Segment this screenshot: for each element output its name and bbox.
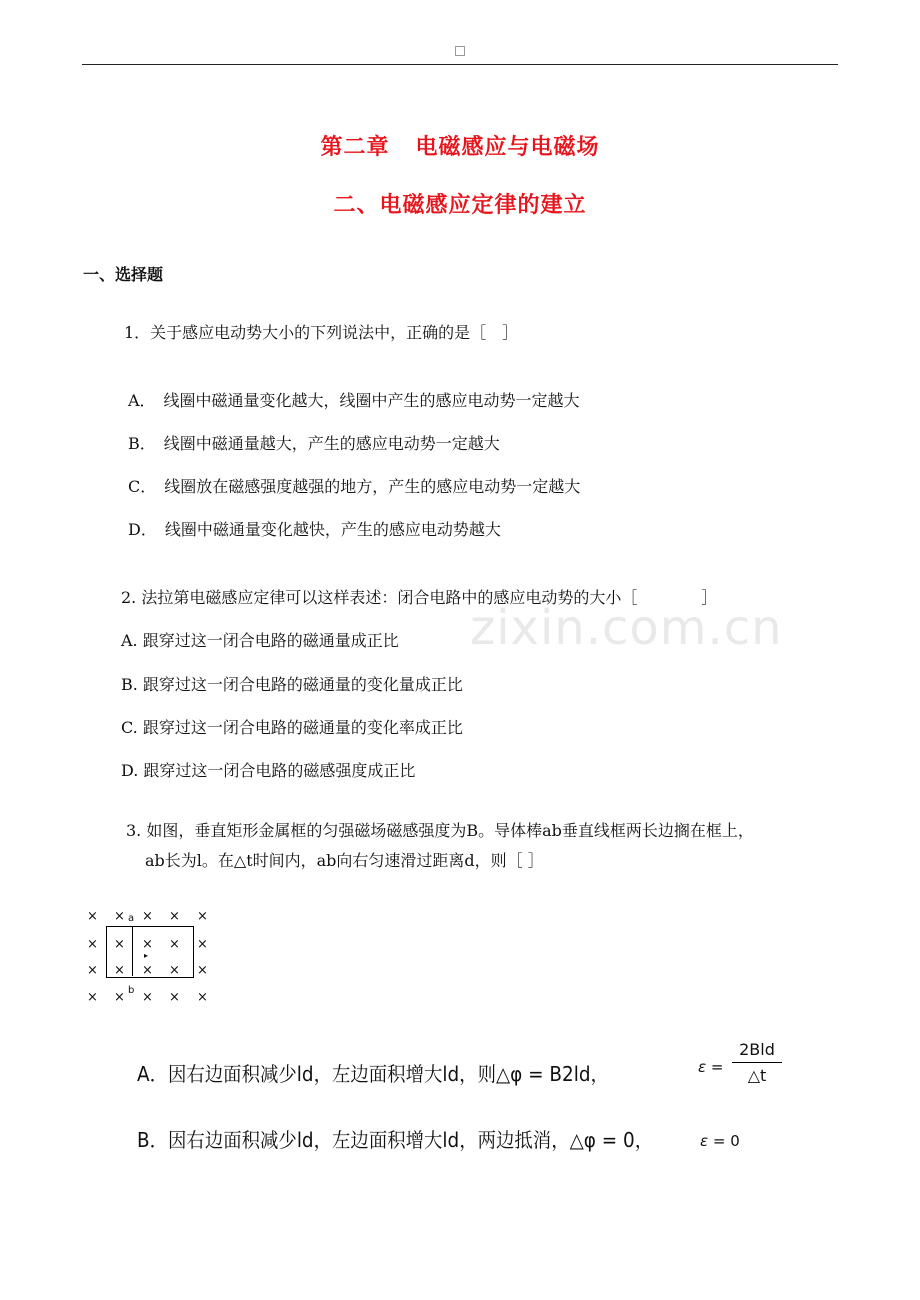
emf-zero-formula [700, 1132, 740, 1150]
chapter-topic: 电磁感应与电磁场 [415, 135, 600, 160]
field-cross: × [114, 963, 125, 978]
watermark: zixin.com.cn [470, 600, 783, 656]
field-cross: × [87, 909, 98, 924]
field-cross: × [197, 909, 208, 924]
field-cross: × [87, 963, 98, 978]
q1-stem: 1．关于感应电动势大小的下列说法中，正确的是［ ］ [124, 323, 519, 342]
field-cross: × [87, 937, 98, 952]
chapter-title [0, 130, 920, 161]
q2-option-b: B. 跟穿过这一闭合电路的磁通量的变化量成正比 [121, 675, 463, 694]
field-cross: × [197, 937, 208, 952]
header-rule [82, 64, 838, 65]
q1-option-a: A． 线圈中磁通量变化越大，线圈中产生的感应电动势一定越大 [128, 391, 580, 410]
fraction-numerator: 2Bld [739, 1040, 775, 1059]
field-cross: × [114, 937, 125, 952]
field-cross: × [169, 990, 180, 1005]
q1-option-b: B． 线圈中磁通量越大，产生的感应电动势一定越大 [128, 434, 500, 453]
q1-option-c: C． 线圈放在磁感强度越强的地方，产生的感应电动势一定越大 [128, 477, 581, 496]
field-cross: × [169, 909, 180, 924]
field-cross: × [169, 963, 180, 978]
section-heading: 一、选择题 [83, 265, 164, 284]
epsilon-symbol: ε [700, 1132, 709, 1150]
q3-answer-a: A．因右边面积减少ld，左边面积增大ld，则△φ = B2ld， [137, 1062, 609, 1086]
magnetic-field-figure [82, 900, 222, 1010]
fraction-denominator: △t [747, 1066, 767, 1085]
field-cross: × [142, 937, 153, 952]
q3-stem-line1: 3. 如图，垂直矩形金属框的匀强磁场磁感强度为B。导体棒ab垂直线框两长边搁在框上， [126, 821, 754, 840]
q2-option-d: D. 跟穿过这一闭合电路的磁感强度成正比 [121, 761, 416, 780]
field-cross: × [169, 937, 180, 952]
epsilon-symbol: ε = [698, 1058, 724, 1076]
label-b: b [128, 985, 135, 996]
header-mark [455, 46, 465, 56]
q2-stem: 2. 法拉第电磁感应定律可以这样表述：闭合电路中的感应电动势的大小［ ］ [121, 588, 718, 607]
lesson-title: 二、电磁感应定律的建立 [333, 193, 587, 218]
q3-stem-line2: ab长为l。在△t时间内，ab向右匀速滑过距离d，则［ ］ [145, 851, 544, 870]
field-cross: × [114, 909, 125, 924]
field-cross: × [114, 990, 125, 1005]
q1-option-d: D． 线圈中磁通量变化越快，产生的感应电动势越大 [128, 520, 501, 539]
q2-option-c: C. 跟穿过这一闭合电路的磁通量的变化率成正比 [121, 718, 463, 737]
q3-answer-b: B．因右边面积减少ld，左边面积增大ld，两边抵消，△φ = 0， [137, 1128, 654, 1152]
label-a: a [128, 913, 135, 924]
velocity-arrow-icon: ▸ [144, 951, 149, 960]
fraction-bar [732, 1062, 782, 1063]
field-cross: × [87, 990, 98, 1005]
field-cross: × [197, 963, 208, 978]
chapter-number: 第二章 [320, 135, 390, 160]
emf-fraction-formula [698, 1040, 798, 1090]
field-cross: × [142, 963, 153, 978]
emf-value: = 0 [712, 1132, 740, 1150]
conductor-rod-ab [132, 926, 133, 976]
field-cross: × [197, 990, 208, 1005]
field-cross: × [142, 909, 153, 924]
field-cross: × [142, 990, 153, 1005]
q2-option-a: A. 跟穿过这一闭合电路的磁通量成正比 [121, 631, 399, 650]
